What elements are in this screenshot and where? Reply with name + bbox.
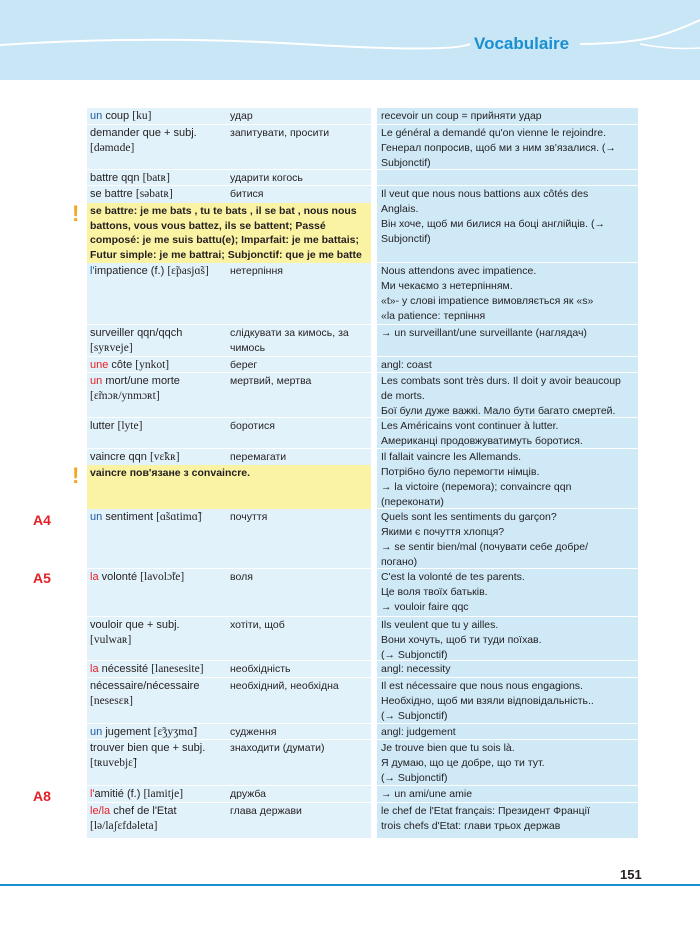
example-line: Якими є почуття хлопця? xyxy=(381,526,505,538)
french-word xyxy=(90,374,222,404)
table-row xyxy=(0,509,700,568)
french-word xyxy=(90,618,222,648)
article: un xyxy=(90,375,103,387)
example-line: «la patience: терпіння xyxy=(381,310,486,322)
ukrainian-translation: запитувати, просити xyxy=(230,127,330,139)
headword: côte xyxy=(111,359,133,371)
ukrainian-translation: ударити когось xyxy=(230,172,303,184)
ukrainian-translation: мертвий, мертва xyxy=(230,375,312,387)
example-line: Американці продовжуватимуть боротися. xyxy=(381,435,583,447)
headword: lutter xyxy=(90,420,115,432)
example-line: → un ami/une amie xyxy=(381,788,473,800)
example-line: Nous attendons avec impatience. xyxy=(381,265,537,277)
phonetic-transcription: [lə/laʃɛfdəleta] xyxy=(90,820,158,832)
table-row xyxy=(0,740,700,785)
headword: nécessité xyxy=(101,663,149,675)
ukrainian-translation: глава держави xyxy=(230,805,302,817)
ukrainian-translation: судження xyxy=(230,726,277,738)
page-title: Vocabulaire xyxy=(474,34,570,53)
table-row xyxy=(0,786,700,802)
table-row xyxy=(0,678,700,723)
example-line: погано) xyxy=(381,556,418,568)
headword: impatience (f.) xyxy=(94,265,165,277)
headword: jugement xyxy=(105,726,151,738)
example-text xyxy=(381,358,637,373)
example-text xyxy=(381,618,637,663)
example-text xyxy=(381,679,637,724)
table-row xyxy=(0,357,700,372)
phonetic-transcription: [ɛ̃mɔʀ/ynmɔʀt] xyxy=(90,390,160,402)
example-line: Il fallait vaincre les Allemands. xyxy=(381,451,522,463)
article: la xyxy=(90,663,99,675)
french-word xyxy=(90,662,222,677)
table-row xyxy=(0,373,700,417)
example-line: → la victoire (перемога); convaincre qqn xyxy=(381,481,572,493)
example-line: (→ Subjonctif) xyxy=(381,772,448,784)
example-text xyxy=(381,419,637,449)
grammar-note-text: vaincre пов'язане з convaincre. xyxy=(90,467,251,479)
phonetic-transcription: [tʀuvebjɛ̃] xyxy=(90,757,137,769)
headword: mort/une morte xyxy=(105,375,180,387)
headword: volonté xyxy=(101,571,138,583)
article: l' xyxy=(90,788,95,800)
article: un xyxy=(90,726,103,738)
example-text xyxy=(381,725,637,740)
example-text xyxy=(381,662,637,677)
headword: coup xyxy=(105,110,130,122)
french-word xyxy=(90,126,222,156)
french-word xyxy=(90,326,222,356)
table-row xyxy=(0,724,700,739)
phonetic-transcription: [ɛ̃pasjɑ̃s] xyxy=(167,265,209,277)
ukrainian-translation: необхідність xyxy=(230,663,291,675)
footer-rule xyxy=(0,884,700,886)
example-text xyxy=(381,741,637,786)
french-word xyxy=(90,358,222,373)
example-text xyxy=(381,510,637,570)
example-text xyxy=(381,264,637,324)
ukrainian-translation: перемагати xyxy=(230,451,287,463)
table-row xyxy=(0,170,700,185)
example-line: → un surveillant/une surveillante (наглядач) xyxy=(381,327,587,339)
example-line: Необхідно, щоб ми взяли відповідальність.. xyxy=(381,695,594,707)
ukrainian-translation: почуття xyxy=(230,511,268,523)
headword: chef de l'Etat xyxy=(113,805,177,817)
headword: vouloir que + subj. xyxy=(90,619,180,631)
french-word xyxy=(90,725,222,740)
page-number: 151 xyxy=(620,867,642,882)
ukrainian-translation: нетерпіння xyxy=(230,265,283,277)
section-label-a5: A5 xyxy=(33,570,51,586)
example-line: Я думаю, що це добре, що ти тут. xyxy=(381,757,545,769)
table-row xyxy=(0,661,700,677)
table-row xyxy=(0,263,700,324)
ukrainian-translation: боротися xyxy=(230,420,275,432)
example-line: Il est nécessaire que nous nous engagions. xyxy=(381,680,583,692)
example-line: Ми чекаємо з нетерпінням. xyxy=(381,280,513,292)
example-text xyxy=(381,187,637,247)
headword: demander que + subj. xyxy=(90,127,197,139)
example-line: Бої були дуже важкі. Мало бути багато смертей. xyxy=(381,405,616,417)
example-cell xyxy=(377,170,638,185)
ukrainian-translation: битися xyxy=(230,188,264,200)
french-word xyxy=(90,570,222,585)
phonetic-transcription: [ku] xyxy=(132,110,152,122)
article: le/la xyxy=(90,805,111,817)
french-word xyxy=(90,171,222,186)
french-word xyxy=(90,679,222,709)
example-text xyxy=(381,374,637,419)
phonetic-transcription: [lamitje] xyxy=(143,788,184,800)
example-line: de morts. xyxy=(381,390,425,402)
phonetic-transcription: [batʀ] xyxy=(142,172,170,184)
example-line: trois chefs d'Etat: глави трьох держав xyxy=(381,820,561,832)
headword: vaincre qqn xyxy=(90,451,147,463)
section-label-a8: A8 xyxy=(33,788,51,804)
example-line: Subjonctif) xyxy=(381,233,431,245)
warning-icon: ! xyxy=(72,463,80,488)
phonetic-transcription: [lavolɔ̃te] xyxy=(140,571,185,583)
ukrainian-translation: знаходити (думати) xyxy=(230,742,325,754)
example-line: angl: necessity xyxy=(381,663,451,675)
table-row xyxy=(0,325,700,356)
headword: nécessaire/nécessaire xyxy=(90,680,200,692)
phonetic-transcription: [dəmɑde] xyxy=(90,142,135,154)
ukrainian-translation: дружба xyxy=(230,788,266,800)
article: l' xyxy=(90,265,95,277)
phonetic-transcription: [vɛ̃kʀ] xyxy=(149,451,180,463)
example-line: (→ Subjonctif) xyxy=(381,649,448,661)
headword: sentiment xyxy=(105,511,154,523)
example-line: Вони хочуть, щоб ти туди поїхав. xyxy=(381,634,542,646)
example-line: Subjonctif) xyxy=(381,157,431,169)
phonetic-transcription: [vulwaʀ] xyxy=(90,634,132,646)
french-word xyxy=(90,419,222,434)
french-word xyxy=(90,510,222,525)
example-text xyxy=(381,804,637,834)
example-line: Je trouve bien que tu sois là. xyxy=(381,742,515,754)
example-line: Le général a demandé qu'on vienne le rejoindre. xyxy=(381,127,607,139)
article: une xyxy=(90,359,109,371)
ukrainian-translation: берег xyxy=(230,359,258,371)
headword: trouver bien que + subj. xyxy=(90,742,206,754)
example-line: Il veut que nous nous battions aux côtés des xyxy=(381,188,589,200)
example-line: angl: coast xyxy=(381,359,432,371)
headword: battre qqn xyxy=(90,172,140,184)
article: un xyxy=(90,511,103,523)
french-word xyxy=(90,450,222,465)
french-word xyxy=(90,804,222,834)
example-line: (→ Subjonctif) xyxy=(381,710,448,722)
example-line: Це воля твоїх батьків. xyxy=(381,586,488,598)
example-line: le chef de l'Etat français: Президент Франції xyxy=(381,805,590,817)
french-word xyxy=(90,264,222,279)
table-row xyxy=(0,418,700,448)
example-text xyxy=(381,450,637,510)
phonetic-transcription: [syʀveje] xyxy=(90,342,133,354)
phonetic-transcription: [ynkot] xyxy=(135,359,170,371)
example-line: → se sentir bien/mal (почувати себе добре/ xyxy=(381,541,588,553)
example-text xyxy=(381,109,637,124)
example-line: Ils veulent que tu y ailles. xyxy=(381,619,499,631)
table-row xyxy=(0,617,700,660)
table-row xyxy=(0,803,700,838)
example-line: Він хоче, щоб ми билися на боці англійців. (→ xyxy=(381,218,605,230)
example-line: «t»- у слові impatience вимовляється як «s» xyxy=(381,295,594,307)
table-row xyxy=(0,569,700,616)
ukrainian-translation: воля xyxy=(230,571,253,583)
article: un xyxy=(90,110,103,122)
french-word xyxy=(90,187,222,202)
table-row xyxy=(0,108,700,124)
example-line: angl: judgement xyxy=(381,726,456,738)
example-line: Anglais. xyxy=(381,203,419,215)
example-line: Les combats sont très durs. Il doit y avoir beaucoup xyxy=(381,375,621,387)
ukrainian-translation: слідкувати за кимось, за чимось xyxy=(230,327,349,354)
french-word xyxy=(90,741,222,771)
example-line: C'est la volonté de tes parents. xyxy=(381,571,525,583)
example-line: → vouloir faire qqc xyxy=(381,601,469,613)
ukrainian-translation: хотіти, щоб xyxy=(230,619,285,631)
headword: se battre xyxy=(90,188,133,200)
phonetic-transcription: [lyte] xyxy=(117,420,143,432)
example-text xyxy=(381,787,637,802)
example-line: Les Américains vont continuer à lutter. xyxy=(381,420,559,432)
french-word xyxy=(90,787,222,802)
ukrainian-translation: удар xyxy=(230,110,253,122)
example-text xyxy=(381,570,637,615)
warning-icon: ! xyxy=(72,201,80,226)
phonetic-transcription: [nesesɛʀ] xyxy=(90,695,134,707)
phonetic-transcription: [ɛ̃ʒyʒmɑ̃] xyxy=(153,726,198,738)
example-line: (переконати) xyxy=(381,496,444,508)
phonetic-transcription: [lanesesite] xyxy=(151,663,204,675)
example-line: Потрібно було перемогти німців. xyxy=(381,466,540,478)
phonetic-transcription: [səbatʀ] xyxy=(135,188,173,200)
ukrainian-translation: необхідний, необхідна xyxy=(230,680,339,692)
grammar-note-text: se battre: je me bats , tu te bats , il se bat , nous nous battons, vous vous battez, ils se battent; Passé composé: je me suis battu(e); Imparfait: je me battais; Futur simple: je me battrai; Subjonctif: que je me batte xyxy=(90,205,362,261)
article: la xyxy=(90,571,99,583)
example-line: Quels sont les sentiments du garçon? xyxy=(381,511,557,523)
example-line: recevoir un coup = прийняти удар xyxy=(381,110,542,122)
headword: amitié (f.) xyxy=(94,788,141,800)
headword: surveiller qqn/qqch xyxy=(90,327,183,339)
table-row xyxy=(0,125,700,169)
example-text xyxy=(381,326,637,341)
example-line: Генерал попросив, щоб ми з ним зв'язалися. (→ xyxy=(381,142,616,154)
phonetic-transcription: [ɑ̃sɑtimɑ̃] xyxy=(156,511,202,523)
example-text xyxy=(381,126,637,171)
french-word xyxy=(90,109,222,124)
section-label-a4: A4 xyxy=(33,512,51,528)
